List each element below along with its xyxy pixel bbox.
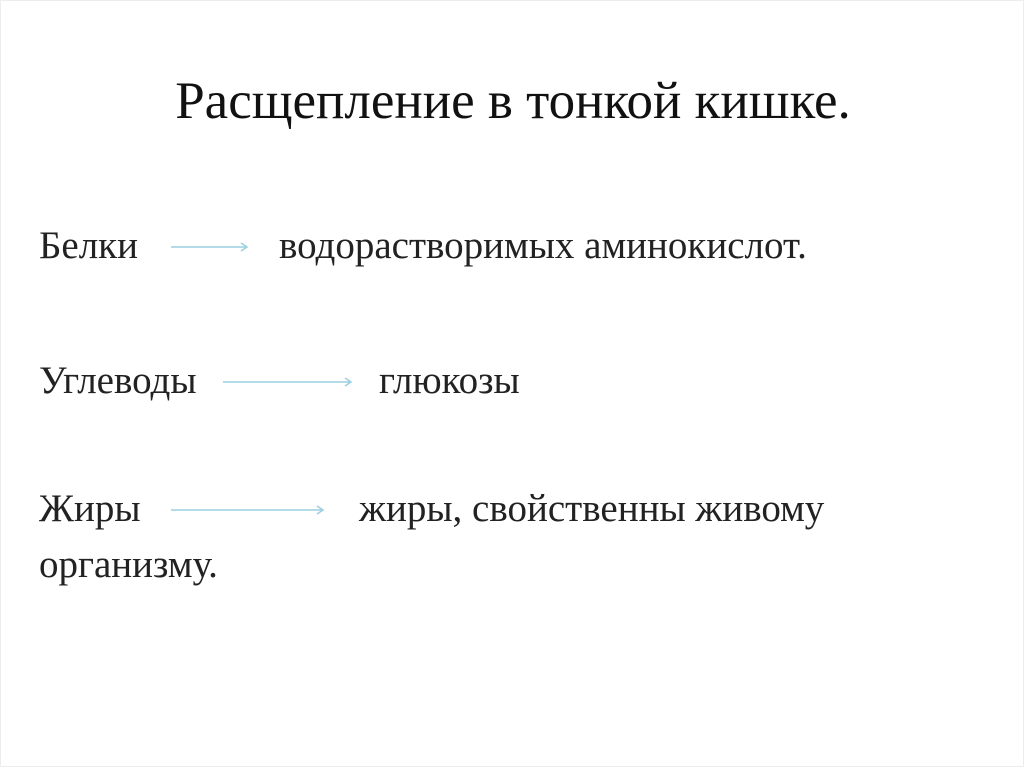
- row-3-result-continuation: организму.: [39, 543, 218, 586]
- row-3-source: Жиры: [39, 487, 141, 530]
- row-1-result: водорастворимых аминокислот.: [279, 224, 807, 267]
- slide-title: Расщепление в тонкой кишке.: [175, 72, 851, 130]
- row-3-result: жиры, свойственны живому: [359, 487, 825, 530]
- row-1-source: Белки: [39, 224, 138, 267]
- row-2-source: Углеводы: [39, 359, 197, 402]
- arrow-right-icon: [223, 376, 353, 388]
- row-2-result: глюкозы: [379, 359, 520, 402]
- arrow-right-icon: [171, 241, 249, 253]
- arrow-right-icon: [171, 504, 325, 516]
